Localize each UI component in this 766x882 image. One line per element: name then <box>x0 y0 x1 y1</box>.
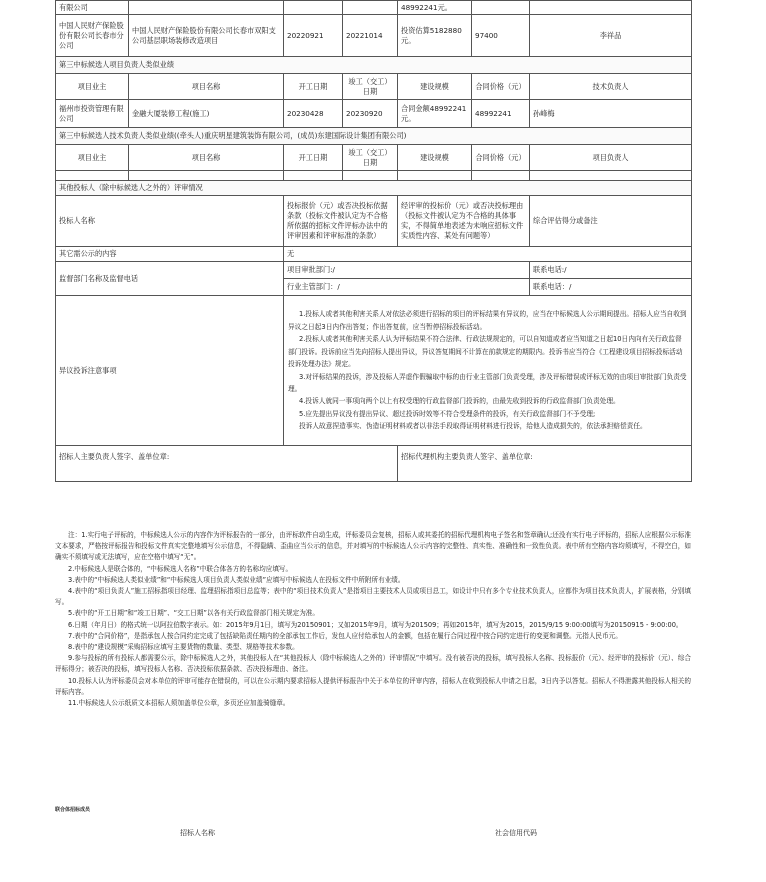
evaluated-price-header: 经评审的投标价（元）或否决投标理由（投标文件被认定为不合格的具体事实，不得简单地表述为未响应招标文件实质性内容、某处有问题等） <box>398 196 530 247</box>
objection-paragraph: 5.应先提出异议没有提出异议、超过投诉时效等不符合受理条件的投诉，有关行政监督部门不予受理; <box>299 409 596 418</box>
note-item: 8.表中的“建设规模”采购招标应填写主要货物的数量、类型、规格等技术参数。 <box>68 643 299 652</box>
project-owner-cell: 福州市投资管理有限公司 <box>56 100 129 128</box>
column-header: 开工日期 <box>284 74 343 100</box>
table-row <box>56 100 692 128</box>
tenderer-signature: 招标人主要负责人签字、盖单位章: <box>56 446 398 482</box>
section-title-row <box>56 128 692 145</box>
notes-section <box>55 530 691 709</box>
note-item: 7.表中的“合同价格”，是指承包人按合同约定完成了包括缺陷责任期内的全部承包工作后，发包人应付给承包人的金额，包括在履行合同过程中按合同约定进行的变更和调整。元指人民币元。 <box>68 631 622 640</box>
column-header: 建设规模 <box>398 74 472 100</box>
note-item: 9.参与投标的所有投标人都需要公示，除中标候选人之外，其他投标人在“其他投标人（除中标候选人之外的）评审情况”中填写。没有被否决的投标，填写投标人名称、投标报价（元）、经评审的投标价（元）、综合评标得分；被否决的投标，填写投标人名称、否决投标依据条款、否决投标理由、备注。 <box>55 654 691 674</box>
note-item: 注：1.实行电子评标的，中标候选人公示的内容作为评标报告的一部分，由评标软件自动生成，评标委员会复核，招标人或其委托的招标代理机构电子签名和签章确认;还没有实行电子评标的，招标人应根据公示标准文本要求，严格按评标报告和投标文件真实完整地填写公示信息，不得隐瞒、歪曲应当公示的信息，并对填写的中标候选人公示内容的完整性、真实性、准确性和一致性负责。表中所有空格内容均须填写，不得空白，如确实不须填写或无法填写，应在空格中填写“无”。 <box>55 531 691 562</box>
consortium-label: 联合体招标成员 <box>55 807 91 813</box>
bidder-name-header: 投标人名称 <box>56 196 284 247</box>
signature-row <box>56 446 692 482</box>
scale-cell: 合同金额48992241元。 <box>398 100 472 128</box>
section-title: 第三中标候选人项目负责人类似业绩 <box>56 57 692 74</box>
table-row <box>56 15 692 57</box>
table-row <box>56 171 692 181</box>
project-name-cell <box>129 1 284 15</box>
objection-paragraph: 4.投诉人就同一事项向两个以上有权受理的行政监督部门投诉的，由最先收到投诉的行政监督部门负责处理。 <box>299 397 620 406</box>
column-header: 项目业主 <box>56 145 129 171</box>
note-item: 4.表中的“项目负责人”施工招标指项目经理、监理招标指项目总监等；表中的“项目技术负责人”是指项目主要技术人员或项目总工，如设计中只有多个专业技术负责人，应都作为项目技术负责人，扩展表格，分别填写。 <box>55 587 691 607</box>
supervision-label: 监督部门名称及监督电话 <box>56 262 284 296</box>
project-name-cell: 金融大厦装修工程(施工) <box>129 100 284 128</box>
approval-dept: 项目审批部门:/ <box>284 262 530 279</box>
table-header-row <box>56 196 692 247</box>
note-item: 6.日期（年月日）的格式统一以阿拉伯数字表示。如：2015年9月1日，填写为20150901；又如2015年9月，填写为201509；再如2015年，填写为2015，2015/9/15 9:00:00填写为20150915 - 9:00:00。 <box>68 620 683 629</box>
column-header: 竣工（交工）日期 <box>343 74 398 100</box>
section-title: 其他投标人（除中标候选人之外的）评审情况 <box>56 181 692 196</box>
project-owner-cell: 中国人民财产保险股份有限公司长春市分公司 <box>56 15 129 57</box>
column-header: 项目负责人 <box>530 145 692 171</box>
contact-tel: 联系电话：/ <box>530 279 692 296</box>
section-title: 第三中标候选人技术负责人类似业绩((牵头人)重庆明星建筑装饰有限公司，(成员)东建国际设计集团有限公司) <box>56 128 692 145</box>
column-header: 项目业主 <box>56 74 129 100</box>
agency-signature: 招标代理机构主要负责人签字、盖单位章: <box>398 446 692 482</box>
objection-paragraph: 3.对评标结果的投诉，涉及投标人弄虚作假骗取中标的由行业主管部门负责受理，涉及评标错误或评标无效的由项目审批部门负责受理。 <box>288 372 687 393</box>
table-header-row <box>56 74 692 100</box>
other-publicity-label: 其它需公示的内容 <box>56 247 284 262</box>
start-date-cell: 20230428 <box>284 100 343 128</box>
credit-code-label: 社会信用代码 <box>495 829 537 837</box>
column-header: 开工日期 <box>284 145 343 171</box>
person-cell <box>530 1 692 15</box>
column-header: 合同价格（元） <box>472 145 530 171</box>
section-title-row <box>56 57 692 74</box>
objection-paragraph: 投诉人故意捏造事实、伪造证明材料或者以非法手段取得证明材料进行投诉，给他人造成损失的，依法承担赔偿责任。 <box>299 422 647 431</box>
column-header: 建设规模 <box>398 145 472 171</box>
section-title-row <box>56 181 692 196</box>
objection-notes <box>284 296 692 446</box>
table-row <box>56 262 692 279</box>
tenderer-name-label: 招标人名称 <box>180 829 215 837</box>
start-date-cell <box>284 1 343 15</box>
contact-tel: 联系电话:/ <box>530 262 692 279</box>
note-item: 2.中标候选人是联合体的，“中标候选人名称”中联合体各方的名称均应填写。 <box>68 564 293 573</box>
column-header: 项目名称 <box>129 145 284 171</box>
person-cell: 李祥品 <box>530 15 692 57</box>
note-item: 10.投标人认为评标委员会对本单位的评审可能存在错误的，可以在公示期内要求招标人提供评标报告中关于本单位的评审内容，招标人在收到投标人申请之日起，3日内予以答复。招标人不得泄露其他投标人相关的评标内容。 <box>55 676 691 696</box>
note-item: 3.表中的“中标候选人类似业绩”和“中标候选人项目负责人类似业绩”应填写中标候选人在投标文件中所附所有业绩。 <box>68 575 405 584</box>
price-cell: 48992241 <box>472 100 530 128</box>
bid-price-header: 投标报价（元）或否决投标依据条款（投标文件被认定为不合格所依据的招标文件评标办法中的评审因素和评审标准的条款） <box>284 196 398 247</box>
bid-publicity-document <box>55 0 691 482</box>
scale-cell: 投资估算5182880元。 <box>398 15 472 57</box>
scale-cell: 48992241元。 <box>398 1 472 15</box>
person-cell: 孙峰梅 <box>530 100 692 128</box>
note-item: 11.中标候选人公示纸质文本招标人须加盖单位公章，多页还应加盖骑缝章。 <box>68 699 290 708</box>
column-header: 合同价格（元） <box>472 74 530 100</box>
objection-paragraph: 1.投标人或者其他利害关系人对依法必须进行招标的项目的评标结果有异议的，应当在中标候选人公示期间提出。招标人应当自收到异议之日起3日内作出答复；作出答复前，应当暂停招标投标活动。 <box>288 310 687 331</box>
end-date-cell: 20221014 <box>343 15 398 57</box>
objection-label: 异议投诉注意事项 <box>56 296 284 446</box>
project-owner-cell: 有限公司 <box>56 1 129 15</box>
column-header: 技术负责人 <box>530 74 692 100</box>
objection-paragraph: 2.投标人或者其他利害关系人认为评标结果不符合法律、行政法规规定的，可以自知道或者应当知道之日起10日内向有关行政监督部门投诉。投诉前应当先向招标人提出异议，异议答复期间不计算在前款规定的期限内。投诉书应当符合《工程建设项目招标投标活动投诉处理办法》规定。 <box>288 335 683 369</box>
score-note-header: 综合评估得分或备注 <box>530 196 692 247</box>
end-date-cell: 20230920 <box>343 100 398 128</box>
table-row <box>56 247 692 262</box>
publicity-table <box>55 0 692 482</box>
price-cell: 97400 <box>472 15 530 57</box>
table-row <box>56 296 692 446</box>
other-publicity-value: 无 <box>284 247 692 262</box>
table-header-row <box>56 145 692 171</box>
note-item: 5.表中的“开工日期”和“竣工日期”、“交工日期”以各有关行政监督部门相关规定为准。 <box>68 609 319 618</box>
end-date-cell <box>343 1 398 15</box>
project-name-cell: 中国人民财产保险股份有限公司长春市双阳支公司基层职场装修改造项目 <box>129 15 284 57</box>
column-header: 项目名称 <box>129 74 284 100</box>
column-header: 竣工（交工）日期 <box>343 145 398 171</box>
start-date-cell: 20220921 <box>284 15 343 57</box>
price-cell <box>472 1 530 15</box>
industry-dept: 行业主管部门：/ <box>284 279 530 296</box>
table-row <box>56 1 692 15</box>
